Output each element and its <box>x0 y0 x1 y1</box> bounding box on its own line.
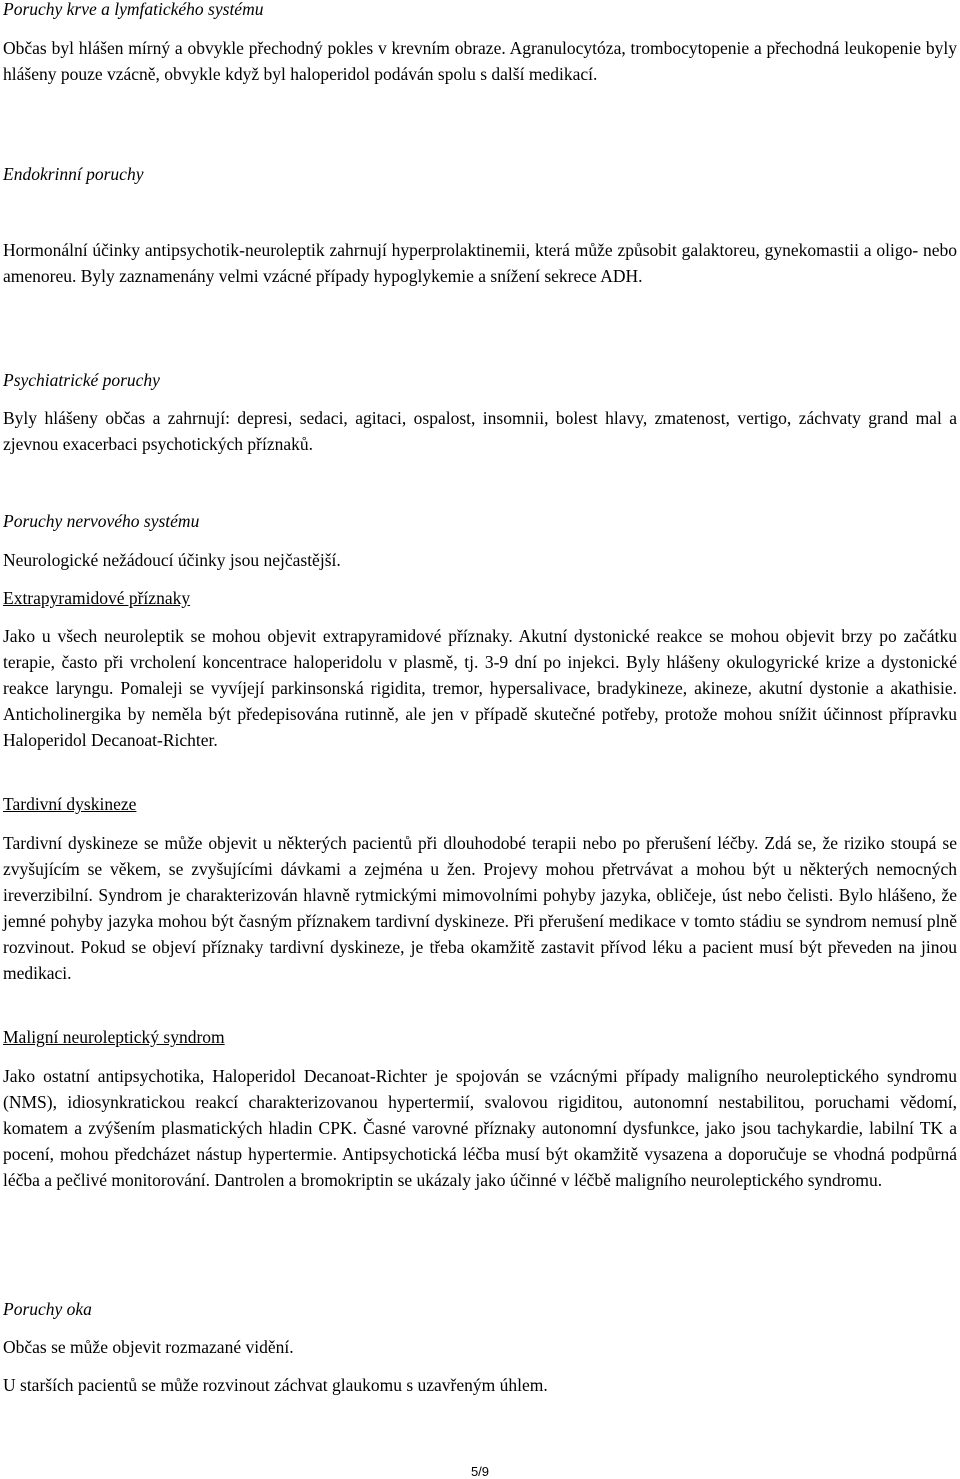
section-heading-endocrine: Endokrinní poruchy <box>3 164 144 184</box>
page-number: 5/9 <box>470 1464 490 1479</box>
paragraph-eye-2: U starších pacientů se může rozvinout záchvat glaukomu s uzavřeným úhlem. <box>3 1375 548 1395</box>
paragraph-nervous: Neurologické nežádoucí účinky jsou nejčastější. <box>3 550 341 570</box>
section-heading-psychiatric: Psychiatrické poruchy <box>3 370 160 390</box>
paragraph-endocrine: Hormonální účinky antipsychotik-neuroleptik zahrnují hyperprolaktinemii, která může způsobit galaktoreu, gynekomastii a oligo- nebo amenoreu. Byly zaznamenány velmi vzácné případy hypoglykemie a snížení sekrece ADH. <box>3 240 957 286</box>
section-heading-blood: Poruchy krve a lymfatického systému <box>3 0 264 19</box>
section-heading-nervous: Poruchy nervového systému <box>3 511 200 531</box>
subheading-tardive-dyskinesia: Tardivní dyskineze <box>3 794 137 814</box>
paragraph-blood: Občas byl hlášen mírný a obvykle přechodný pokles v krevním obraze. Agranulocytóza, trombocytopenie a přechodná leukopenie byly hlášeny pouze vzácně, obvykle když byl haloperidol podáván spolu s další medikací. <box>3 38 957 84</box>
subheading-nms: Maligní neuroleptický syndrom <box>3 1027 225 1047</box>
subheading-extrapyramidal: Extrapyramidové příznaky <box>3 588 191 608</box>
paragraph-extrapyramidal: Jako u všech neuroleptik se mohou objevit extrapyramidové příznaky. Akutní dystonické reakce se mohou objevit brzy po začátku terapie, často při vrcholení koncentrace haloperidolu v plasmě, tj. 3-9 dní po injekci. Byly hlášeny okulogyrické krize a dystonické reakce laryngu. Pomaleji se vyvíjejí parkinsonská rigidita, tremor, hypersalivace, bradykineze, akineze, akutní dystonie a akathisie. Anticholinergika by neměla být předepisována rutinně, ale jen v případě skutečné potřeby, protože mohou snížit účinnost přípravku Haloperidol Decanoat-Richter. <box>3 626 957 750</box>
paragraph-tardive-dyskinesia: Tardivní dyskineze se může objevit u některých pacientů při dlouhodobé terapii nebo po přerušení léčby. Zdá se, že riziko stoupá se zvyšujícím se věkem, se zvyšujícími dávkami a zejména u žen. Projevy mohou přetrvávat a mohou být u některých nemocných ireverzibilní. Syndrom je charakterizován hlavně rytmickými mimovolními pohyby jazyka, obličeje, úst nebo čelisti. Bylo hlášeno, že jemné pohyby jazyka mohou být časným příznakem tardivní dyskineze. Při přerušení medikace v tomto stádiu se syndrom nemusí plně rozvinout. Pokud se objeví příznaky tardivní dyskineze, je třeba okamžitě zastavit přívod léku a pacient musí být převeden na jinou medikaci. <box>3 833 957 983</box>
section-heading-eye: Poruchy oka <box>3 1299 92 1319</box>
paragraph-nms: Jako ostatní antipsychotika, Haloperidol Decanoat-Richter je spojován se vzácnými případy maligního neuroleptického syndromu (NMS), idiosynkratickou reakcí charakterizovanou hypertermií, svalovou rigiditou, autonomní nestabilitou, poruchami vědomí, komatem a zvýšením plasmatických hladin CPK. Časné varovné příznaky autonomní dysfunkce, jako jsou tachykardie, labilní TK a pocení, mohou předcházet nástup hypertermie. Antipsychotická léčba musí být okamžitě vysazena a doporučuje se vhodná podpůrná léčba a pečlivé monitorování. Dantrolen a bromokriptin se ukázaly jako účinné v léčbě maligního neuroleptického syndromu. <box>3 1066 957 1190</box>
paragraph-psychiatric: Byly hlášeny občas a zahrnují: depresi, sedaci, agitaci, ospalost, insomnii, bolest hlavy, zmatenost, vertigo, záchvaty grand mal a zjevnou exacerbaci psychotických příznaků. <box>3 408 957 454</box>
paragraph-eye-1: Občas se může objevit rozmazané vidění. <box>3 1337 294 1357</box>
